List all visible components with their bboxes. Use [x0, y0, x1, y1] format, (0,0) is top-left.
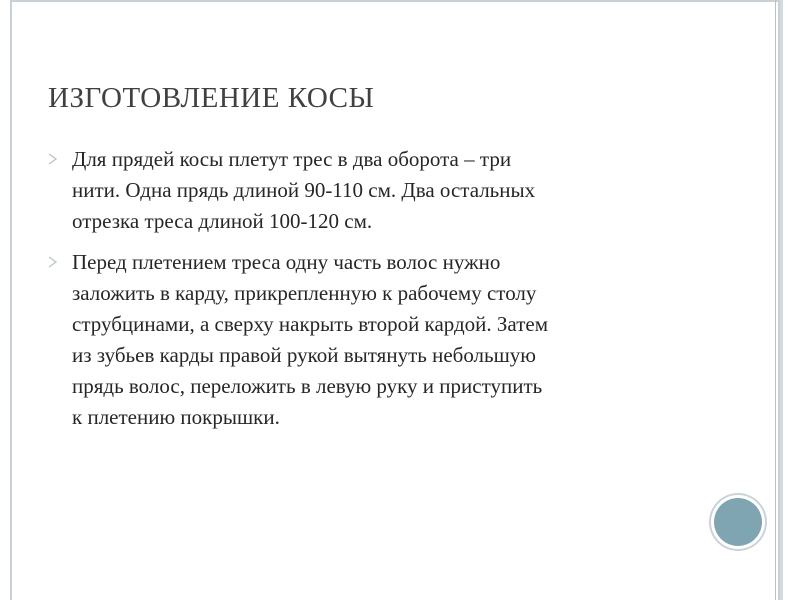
slide-title: ИЗГОТОВЛЕНИЕ КОСЫ [48, 82, 375, 114]
bullet-text [72, 247, 688, 433]
text-line: отрезка треса длиной 100-120 см. [72, 209, 373, 233]
text-line: нити. Одна прядь длиной 90-110 см. Два остальных [72, 178, 536, 202]
right-rule-inner [775, 0, 776, 600]
bullet-item-1 [48, 144, 688, 237]
text-line: струбцинами, а сверху накрыть второй кардой. Затем [72, 312, 548, 336]
slide-body [48, 144, 688, 443]
bullet-text [72, 144, 688, 237]
text-line: Для прядей косы плетут трес в два оборота – три [72, 147, 512, 171]
circle-decor-icon [714, 498, 762, 546]
text-line: прядь волос, переложить в левую руку и приступить [72, 374, 543, 398]
bullet-item-2 [48, 247, 688, 433]
text-line: Перед плетением треса одну часть волос нужно [72, 250, 501, 274]
text-line: заложить в карду, прикрепленную к рабочему столу [72, 281, 537, 305]
bullet-mark-icon [48, 256, 58, 268]
text-line: к плетению покрышки. [72, 405, 280, 429]
text-line: из зубьев карды правой рукой вытянуть небольшую [72, 343, 536, 367]
bullet-mark-icon [48, 153, 58, 165]
right-rule-outer [780, 0, 783, 600]
